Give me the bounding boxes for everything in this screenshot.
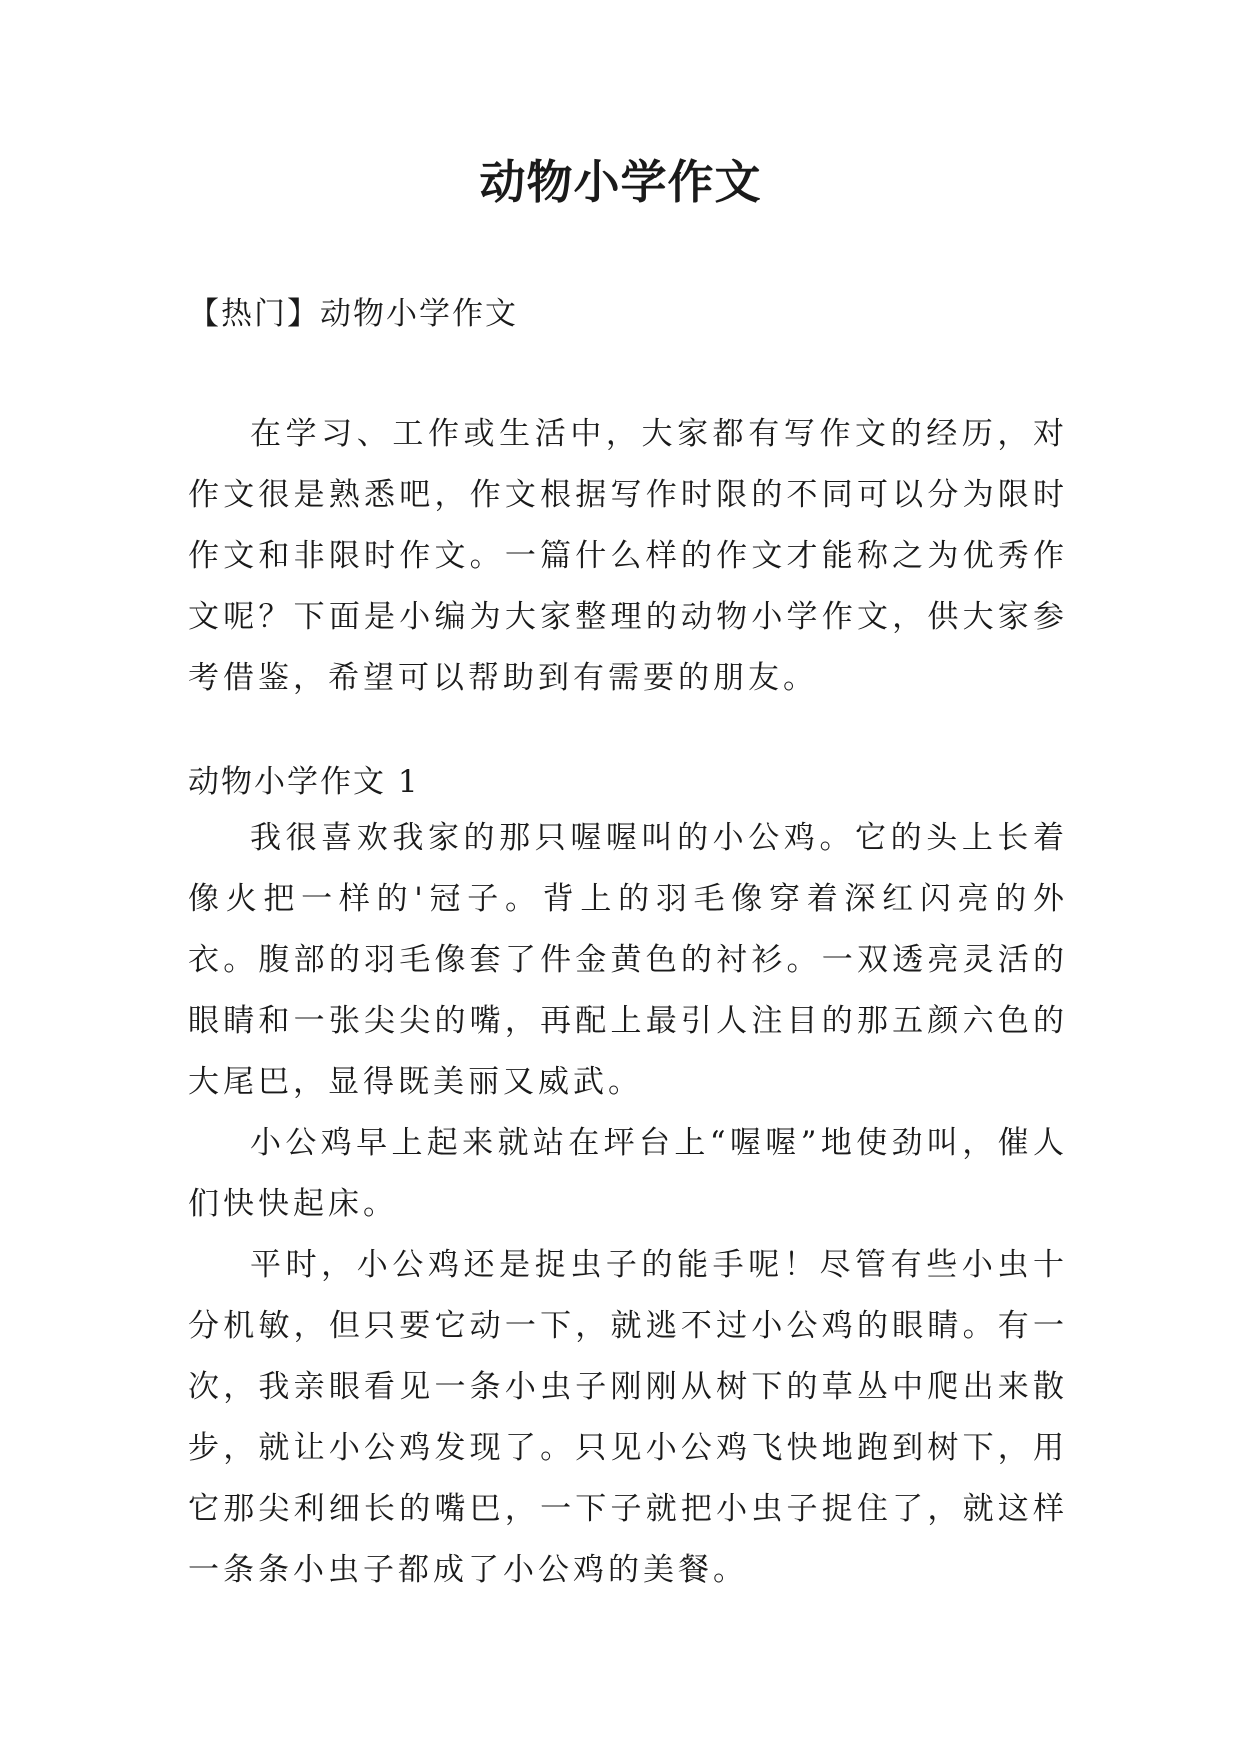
intro-block bbox=[188, 404, 1068, 709]
story-paragraph-2: 小公鸡早上起来就站在坪台上“喔喔”地使劲叫，催人们快快起床。 bbox=[188, 1125, 1068, 1222]
section-heading: 动物小学作文 1 bbox=[188, 764, 420, 800]
intro-paragraph: 在学习、工作或生活中，大家都有写作文的经历，对作文很是熟悉吧，作文根据写作时限的不同可以分为限时作文和非限时作文。一篇什么样的作文才能称之为优秀作文呢？下面是小编为大家整理的动物小学作文，供大家参考借鉴，希望可以帮助到有需要的朋友。 bbox=[188, 416, 1068, 696]
page-title: 动物小学作文 bbox=[479, 155, 762, 209]
story-paragraph-1: 我很喜欢我家的那只喔喔叫的小公鸡。它的头上长着像火把一样的'冠子。背上的羽毛像穿着深红闪亮的外衣。腹部的羽毛像套了件金黄色的衬衫。一双透亮灵活的眼睛和一张尖尖的嘴，再配上最引人注目的那五颜六色的大尾巴，显得既美丽又威武。 bbox=[188, 820, 1068, 1100]
story-body bbox=[188, 808, 1068, 1601]
story-paragraph-3: 平时，小公鸡还是捉虫子的能手呢！尽管有些小虫十分机敏，但只要它动一下，就逃不过小公鸡的眼睛。有一次，我亲眼看见一条小虫子刚刚从树下的草丛中爬出来散步，就让小公鸡发现了。只见小公鸡飞快地跑到树下，用它那尖利细长的嘴巴，一下子就把小虫子捉住了，就这样一条条小虫子都成了小公鸡的美餐。 bbox=[188, 1247, 1068, 1588]
document-subtitle: 【热门】动物小学作文 bbox=[188, 296, 518, 332]
